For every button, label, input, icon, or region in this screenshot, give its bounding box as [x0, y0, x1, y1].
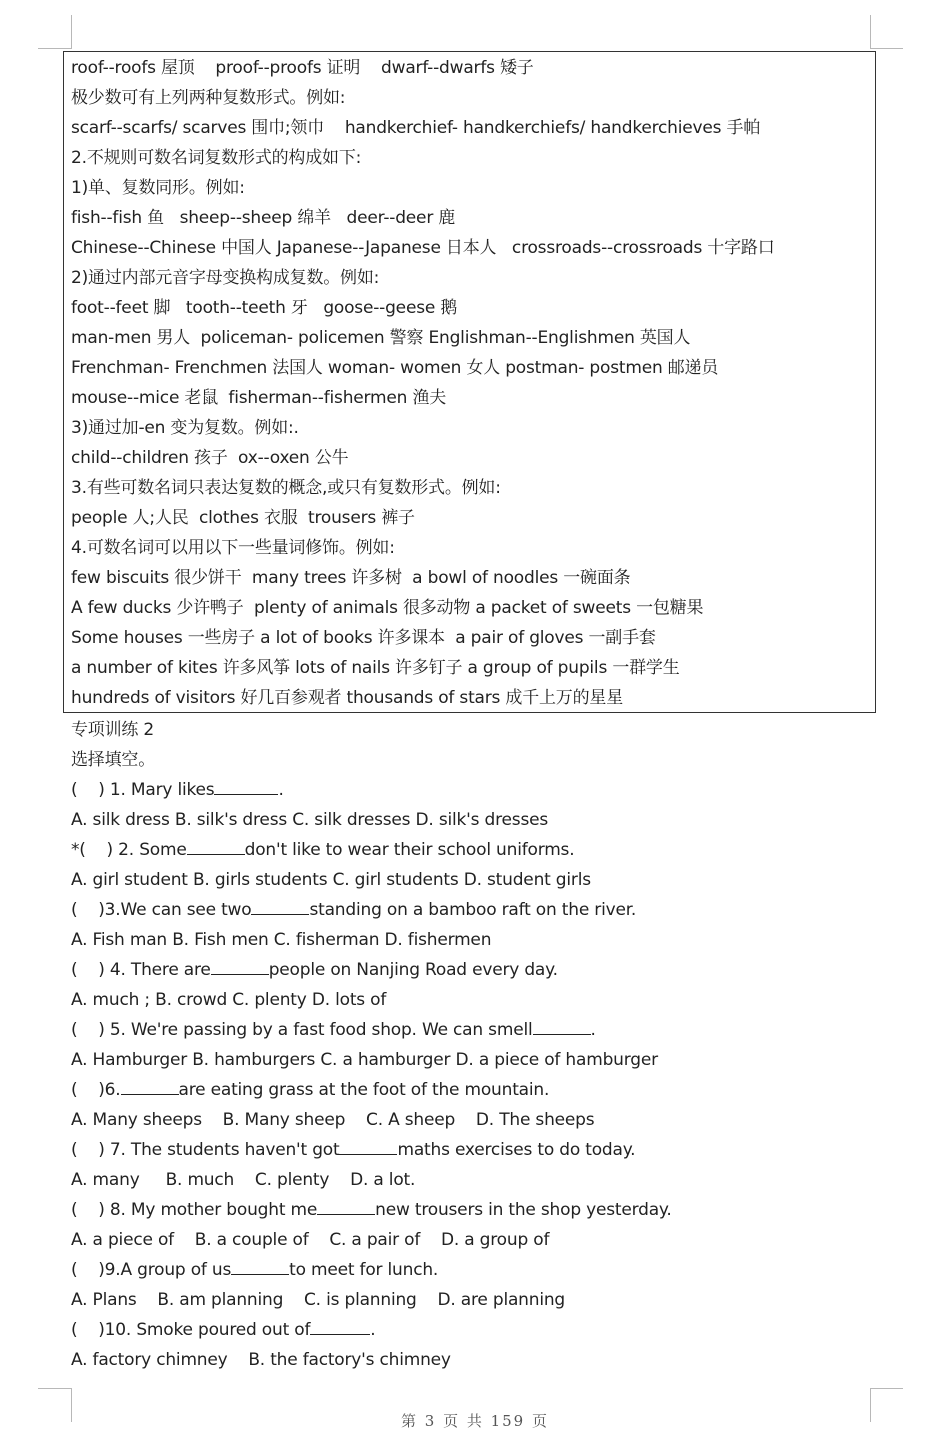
- note-line: hundreds of visitors 好几百参观者 thousands of stars 成千上万的星星: [71, 688, 624, 708]
- question-options: A. Fish man B. Fish men C. fisherman D. fishermen: [71, 930, 492, 950]
- question-4: [71, 955, 558, 985]
- note-line: child--children 孩子 ox--oxen 公牛: [71, 448, 349, 468]
- note-line: Frenchman- Frenchmen 法国人 woman- women 女人 postman- postmen 邮递员: [71, 358, 719, 378]
- question-text: ( ) 5. We're passing by a fast food shop. We can smell: [71, 1020, 533, 1040]
- question-text: people on Nanjing Road every day.: [268, 960, 558, 980]
- question-text: are eating grass at the foot of the mountain.: [178, 1080, 550, 1100]
- note-line: a number of kites 许多风筝 lots of nails 许多钉子 a group of pupils 一群学生: [71, 658, 680, 678]
- question-text: ( )3.We can see two: [71, 900, 252, 920]
- question-text: ( )9.A group of us: [71, 1260, 232, 1280]
- note-line: mouse--mice 老鼠 fisherman--fishermen 渔夫: [71, 388, 447, 408]
- question-options: A. much ; B. crowd C. plenty D. lots of: [71, 990, 387, 1010]
- note-line: 3)通过加-en 变为复数。例如:.: [71, 418, 299, 438]
- note-line: fish--fish 鱼 sheep--sheep 绵羊 deer--deer 鹿: [71, 208, 456, 228]
- question-options: A. silk dress B. silk's dress C. silk dresses D. silk's dresses: [71, 810, 549, 830]
- answer-blank[interactable]: [251, 896, 309, 915]
- answer-blank[interactable]: [339, 1136, 397, 1155]
- question-text: .: [590, 1020, 596, 1040]
- answer-blank[interactable]: [214, 776, 278, 795]
- question-7: [71, 1135, 635, 1165]
- crop-mark-top-right-v: [870, 15, 871, 49]
- question-5: [71, 1015, 596, 1045]
- question-text: ( )6.: [71, 1080, 121, 1100]
- question-options: A. many B. much C. plenty D. a lot.: [71, 1170, 416, 1190]
- question-options: A. factory chimney B. the factory's chimney: [71, 1350, 451, 1370]
- page-footer: 第 3 页 共 159 页: [400, 1412, 549, 1430]
- question-options: A. Hamburger B. hamburgers C. a hamburger D. a piece of hamburger: [71, 1050, 658, 1070]
- answer-blank[interactable]: [121, 1076, 179, 1095]
- note-line: 2)通过内部元音字母变换构成复数。例如:: [71, 268, 380, 288]
- note-line: 3.有些可数名词只表达复数的概念,或只有复数形式。例如:: [71, 478, 501, 498]
- section-title: 专项训练 2: [71, 720, 155, 740]
- answer-blank[interactable]: [231, 1256, 289, 1275]
- instruction: 选择填空。: [71, 750, 155, 770]
- question-text: .: [278, 780, 284, 800]
- crop-mark-top-left-v: [71, 15, 72, 49]
- answer-blank[interactable]: [211, 956, 269, 975]
- crop-mark-bottom-left-h: [38, 1388, 71, 1389]
- answer-blank[interactable]: [187, 836, 245, 855]
- note-line: 2.不规则可数名词复数形式的构成如下:: [71, 148, 362, 168]
- note-line: Chinese--Chinese 中国人 Japanese--Japanese 日本人 crossroads--crossroads 十字路口: [71, 238, 775, 258]
- question-10: [71, 1315, 375, 1345]
- question-text: don't like to wear their school uniforms.: [244, 840, 575, 860]
- note-line: A few ducks 少许鸭子 plenty of animals 很多动物 a packet of sweets 一包糖果: [71, 598, 704, 618]
- note-line: roof--roofs 屋顶 proof--proofs 证明 dwarf--dwarfs 矮子: [71, 58, 534, 78]
- question-text: ( ) 4. There are: [71, 960, 211, 980]
- question-options: A. girl student B. girls students C. girl students D. student girls: [71, 870, 591, 890]
- note-line: people 人;人民 clothes 衣服 trousers 裤子: [71, 508, 415, 528]
- answer-blank[interactable]: [533, 1016, 591, 1035]
- question-options: A. Plans B. am planning C. is planning D. are planning: [71, 1290, 566, 1310]
- note-line: foot--feet 脚 tooth--teeth 牙 goose--geese 鹅: [71, 298, 458, 318]
- note-line: man-men 男人 policeman- policemen 警察 Englishman--Englishmen 英国人: [71, 328, 691, 348]
- crop-mark-bottom-right-h: [870, 1388, 903, 1389]
- note-line: 4.可数名词可以用以下一些量词修饰。例如:: [71, 538, 395, 558]
- question-8: [71, 1195, 672, 1225]
- answer-blank[interactable]: [317, 1196, 375, 1215]
- question-options: A. a piece of B. a couple of C. a pair of D. a group of: [71, 1230, 550, 1250]
- question-text: standing on a bamboo raft on the river.: [309, 900, 637, 920]
- question-text: new trousers in the shop yesterday.: [375, 1200, 672, 1220]
- question-text: .: [370, 1320, 376, 1340]
- question-text: ( ) 1. Mary likes: [71, 780, 215, 800]
- question-text: maths exercises to do today.: [397, 1140, 636, 1160]
- question-3: [71, 895, 636, 925]
- question-options: A. Many sheeps B. Many sheep C. A sheep D. The sheeps: [71, 1110, 595, 1130]
- note-line: scarf--scarfs/ scarves 围巾;领巾 handkerchief- handkerchiefs/ handkerchieves 手帕: [71, 118, 761, 138]
- question-text: ( ) 8. My mother bought me: [71, 1200, 318, 1220]
- answer-blank[interactable]: [310, 1316, 370, 1335]
- question-1: [71, 775, 284, 805]
- question-text: *( ) 2. Some: [71, 840, 187, 860]
- note-line: 极少数可有上列两种复数形式。例如:: [71, 88, 346, 108]
- crop-mark-top-left-h: [38, 48, 71, 49]
- note-line: Some houses 一些房子 a lot of books 许多课本 a pair of gloves 一副手套: [71, 628, 656, 648]
- question-2: [71, 835, 574, 865]
- question-text: ( )10. Smoke poured out of: [71, 1320, 311, 1340]
- crop-mark-top-right-h: [870, 48, 903, 49]
- question-9: [71, 1255, 438, 1285]
- question-text: ( ) 7. The students haven't got: [71, 1140, 340, 1160]
- note-line: 1)单、复数同形。例如:: [71, 178, 245, 198]
- note-line: few biscuits 很少饼干 many trees 许多树 a bowl of noodles 一碗面条: [71, 568, 631, 588]
- question-6: [71, 1075, 549, 1105]
- question-text: to meet for lunch.: [289, 1260, 439, 1280]
